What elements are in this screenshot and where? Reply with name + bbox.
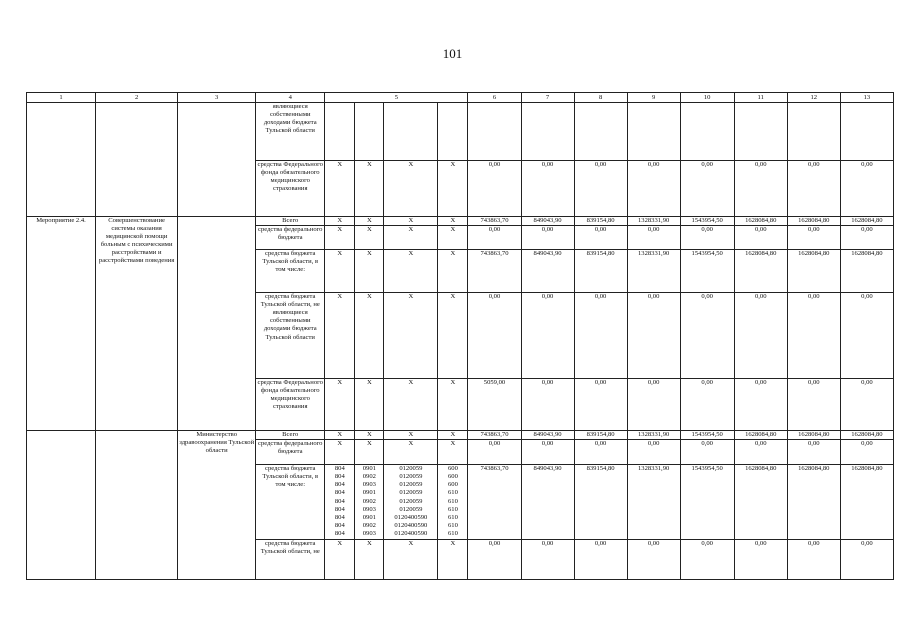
- value-cell: 0,00: [680, 161, 734, 217]
- table-row: средства федерального бюджета X X X X 0,00 0,00 0,00 0,00 0,00 0,00 0,00 0,00: [27, 226, 894, 250]
- value-cell: 1543954,50: [680, 465, 734, 540]
- value-cell: 0,00: [574, 293, 627, 379]
- value-cell: 1543954,50: [680, 250, 734, 293]
- source-label: средства бюджета Тульской области, не являющиеся собственными доходами бюджета Тульской области: [256, 293, 325, 379]
- value-cell: 0,00: [680, 540, 734, 580]
- value-cell: 1628084,80: [734, 465, 787, 540]
- source-label: средства федерального бюджета: [256, 440, 325, 465]
- value-cell: 0,00: [680, 293, 734, 379]
- value-cell: 0,00: [734, 226, 787, 250]
- source-label: средства федерального бюджета: [256, 226, 325, 250]
- value-cell: 0,00: [840, 161, 893, 217]
- value-cell: 0,00: [787, 226, 840, 250]
- value-cell: 0,00: [680, 226, 734, 250]
- value-cell: 0,00: [627, 379, 680, 431]
- value-cell: 0,00: [468, 161, 521, 217]
- value-cell: 743863,70: [468, 431, 521, 440]
- value-cell: 0,00: [787, 161, 840, 217]
- header-cell: 4: [256, 93, 325, 103]
- value-cell: 0,00: [840, 293, 893, 379]
- value-cell: 0,00: [468, 540, 521, 580]
- value-cell: 0,00: [521, 379, 574, 431]
- header-cell: 11: [734, 93, 787, 103]
- page-number: 101: [442, 46, 463, 61]
- source-label: средства Федерального фонда обязательного медицинского страхования: [256, 161, 325, 217]
- value-cell: 1628084,80: [840, 217, 893, 226]
- executor-label: Министерство здравоохранения Тульской области: [178, 431, 256, 580]
- value-cell: 743863,70: [468, 250, 521, 293]
- value-cell: 5059,00: [468, 379, 521, 431]
- value-cell: 1628084,80: [787, 217, 840, 226]
- code-column-grbs: 804 804 804 804 804 804 804 804 804: [325, 465, 355, 540]
- value-cell: 0,00: [627, 226, 680, 250]
- table-row: [27, 103, 894, 161]
- value-cell: 0,00: [840, 540, 893, 580]
- value-cell: 0,00: [787, 293, 840, 379]
- value-cell: 0,00: [787, 540, 840, 580]
- source-label: средства Федерального фонда обязательного медицинского страхования: [256, 379, 325, 431]
- value-cell: 0,00: [840, 226, 893, 250]
- value-cell: 1628084,80: [787, 250, 840, 293]
- value-cell: 1628084,80: [840, 250, 893, 293]
- header-cell: 9: [627, 93, 680, 103]
- value-cell: 1628084,80: [840, 431, 893, 440]
- value-cell: 0,00: [574, 226, 627, 250]
- value-cell: 0,00: [627, 293, 680, 379]
- value-cell: 1628084,80: [734, 431, 787, 440]
- measure-title: Совершенствование системы оказания медицинской помощи больным с психическими расстройствами и расстройствами поведения: [96, 217, 178, 431]
- value-cell: 0,00: [627, 161, 680, 217]
- value-cell: 0,00: [787, 440, 840, 465]
- header-cell: 7: [521, 93, 574, 103]
- value-cell: 849043,90: [521, 465, 574, 540]
- value-cell: 1328331,90: [627, 217, 680, 226]
- value-cell: 0,00: [627, 440, 680, 465]
- value-cell: 0,00: [574, 540, 627, 580]
- value-cell: 0,00: [734, 540, 787, 580]
- value-cell: 1628084,80: [787, 431, 840, 440]
- value-cell: 0,00: [521, 293, 574, 379]
- header-row: [27, 93, 894, 103]
- table-row: средства федерального бюджета X X X X 0,00 0,00 0,00 0,00 0,00 0,00 0,00 0,00: [27, 440, 894, 465]
- value-cell: 849043,90: [521, 250, 574, 293]
- value-cell: 0,00: [734, 293, 787, 379]
- source-label: Всего: [256, 431, 325, 440]
- header-cell: 1: [27, 93, 96, 103]
- header-cell: 6: [468, 93, 521, 103]
- measure-label: Мероприятие 2.4.: [27, 217, 96, 431]
- header-cell: 3: [178, 93, 256, 103]
- source-label: средства бюджета Тульской области, не: [256, 540, 325, 580]
- table-row: Мероприятие 2.4. Совершенствование системы оказания медицинской помощи больным с психическими расстройствами и расстройствами поведения Всего X X X X 743863,70 849043,90 839154,80 1328331,90 1543954,50 1628084,80 1628084,80 1628084,80: [27, 217, 894, 226]
- value-cell: 0,00: [468, 226, 521, 250]
- value-cell: 0,00: [840, 379, 893, 431]
- value-cell: 0,00: [521, 161, 574, 217]
- source-label: Всего: [256, 217, 325, 226]
- value-cell: 0,00: [521, 540, 574, 580]
- value-cell: 1328331,90: [627, 431, 680, 440]
- value-cell: 0,00: [680, 379, 734, 431]
- value-cell: 1543954,50: [680, 431, 734, 440]
- value-cell: 0,00: [734, 440, 787, 465]
- value-cell: 0,00: [627, 540, 680, 580]
- header-cell: 8: [574, 93, 627, 103]
- header-cell: 2: [96, 93, 178, 103]
- code-column-vr: 600 600 600 610 610 610 610 610 610: [438, 465, 468, 540]
- value-cell: 0,00: [521, 440, 574, 465]
- value-cell: 1628084,80: [734, 250, 787, 293]
- value-cell: 1328331,90: [627, 465, 680, 540]
- table-row: средства бюджета Тульской области, в том числе: X X X X 743863,70 849043,90 839154,80 1328331,90 1543954,50 1628084,80 1628084,80 1628084,80: [27, 250, 894, 293]
- code-column-csr: 0120059 0120059 0120059 0120059 0120059 0120059 0120400590 0120400590 0120400590: [384, 465, 438, 540]
- value-cell: 0,00: [574, 161, 627, 217]
- value-cell: 743863,70: [468, 465, 521, 540]
- value-cell: 0,00: [680, 440, 734, 465]
- code-column-rzpr: 0901 0902 0903 0901 0902 0903 0901 0902 0903: [355, 465, 384, 540]
- value-cell: 0,00: [521, 226, 574, 250]
- value-cell: 0,00: [574, 440, 627, 465]
- table-row: Министерство здравоохранения Тульской области Всего X X X X 743863,70 849043,90 839154,80 1328331,90 1543954,50 1628084,80 1628084,80 1628084,80: [27, 431, 894, 440]
- table-row: средства Федерального фонда обязательного медицинского страхования X X X X 5059,00 0,00 0,00 0,00 0,00 0,00 0,00 0,00: [27, 379, 894, 431]
- value-cell: 839154,80: [574, 217, 627, 226]
- source-label: средства бюджета Тульской области, в том числе:: [256, 465, 325, 540]
- value-cell: 0,00: [468, 440, 521, 465]
- value-cell: 0,00: [574, 379, 627, 431]
- value-cell: 0,00: [734, 379, 787, 431]
- source-label: средства бюджета Тульской области, в том числе:: [256, 250, 325, 293]
- value-cell: 849043,90: [521, 217, 574, 226]
- value-cell: 0,00: [734, 161, 787, 217]
- value-cell: 839154,80: [574, 431, 627, 440]
- value-cell: 839154,80: [574, 465, 627, 540]
- table-row: средства бюджета Тульской области, не являющиеся собственными доходами бюджета Тульской области X X X X 0,00 0,00 0,00 0,00 0,00 0,00 0,00 0,00: [27, 293, 894, 379]
- header-cell: 12: [787, 93, 840, 103]
- value-cell: 743863,70: [468, 217, 521, 226]
- budget-table: [26, 92, 894, 580]
- value-cell: 849043,90: [521, 431, 574, 440]
- value-cell: 0,00: [787, 379, 840, 431]
- header-cell: 10: [680, 93, 734, 103]
- value-cell: 839154,80: [574, 250, 627, 293]
- table-row: средства Федерального фонда обязательного медицинского страхования X X X X 0,00 0,00 0,00 0,00 0,00 0,00 0,00 0,00: [27, 161, 894, 217]
- value-cell: 0,00: [840, 440, 893, 465]
- value-cell: 1328331,90: [627, 250, 680, 293]
- value-cell: 1628084,80: [734, 217, 787, 226]
- table-row: средства бюджета Тульской области, не X X X X 0,00 0,00 0,00 0,00 0,00 0,00 0,00 0,00: [27, 540, 894, 580]
- value-cell: 1628084,80: [840, 465, 893, 540]
- header-cell: 5: [325, 93, 468, 103]
- value-cell: 1628084,80: [787, 465, 840, 540]
- header-cell: 13: [840, 93, 893, 103]
- value-cell: 0,00: [468, 293, 521, 379]
- value-cell: 1543954,50: [680, 217, 734, 226]
- source-label: являющиеся собственными доходами бюджета Тульской области: [256, 103, 325, 161]
